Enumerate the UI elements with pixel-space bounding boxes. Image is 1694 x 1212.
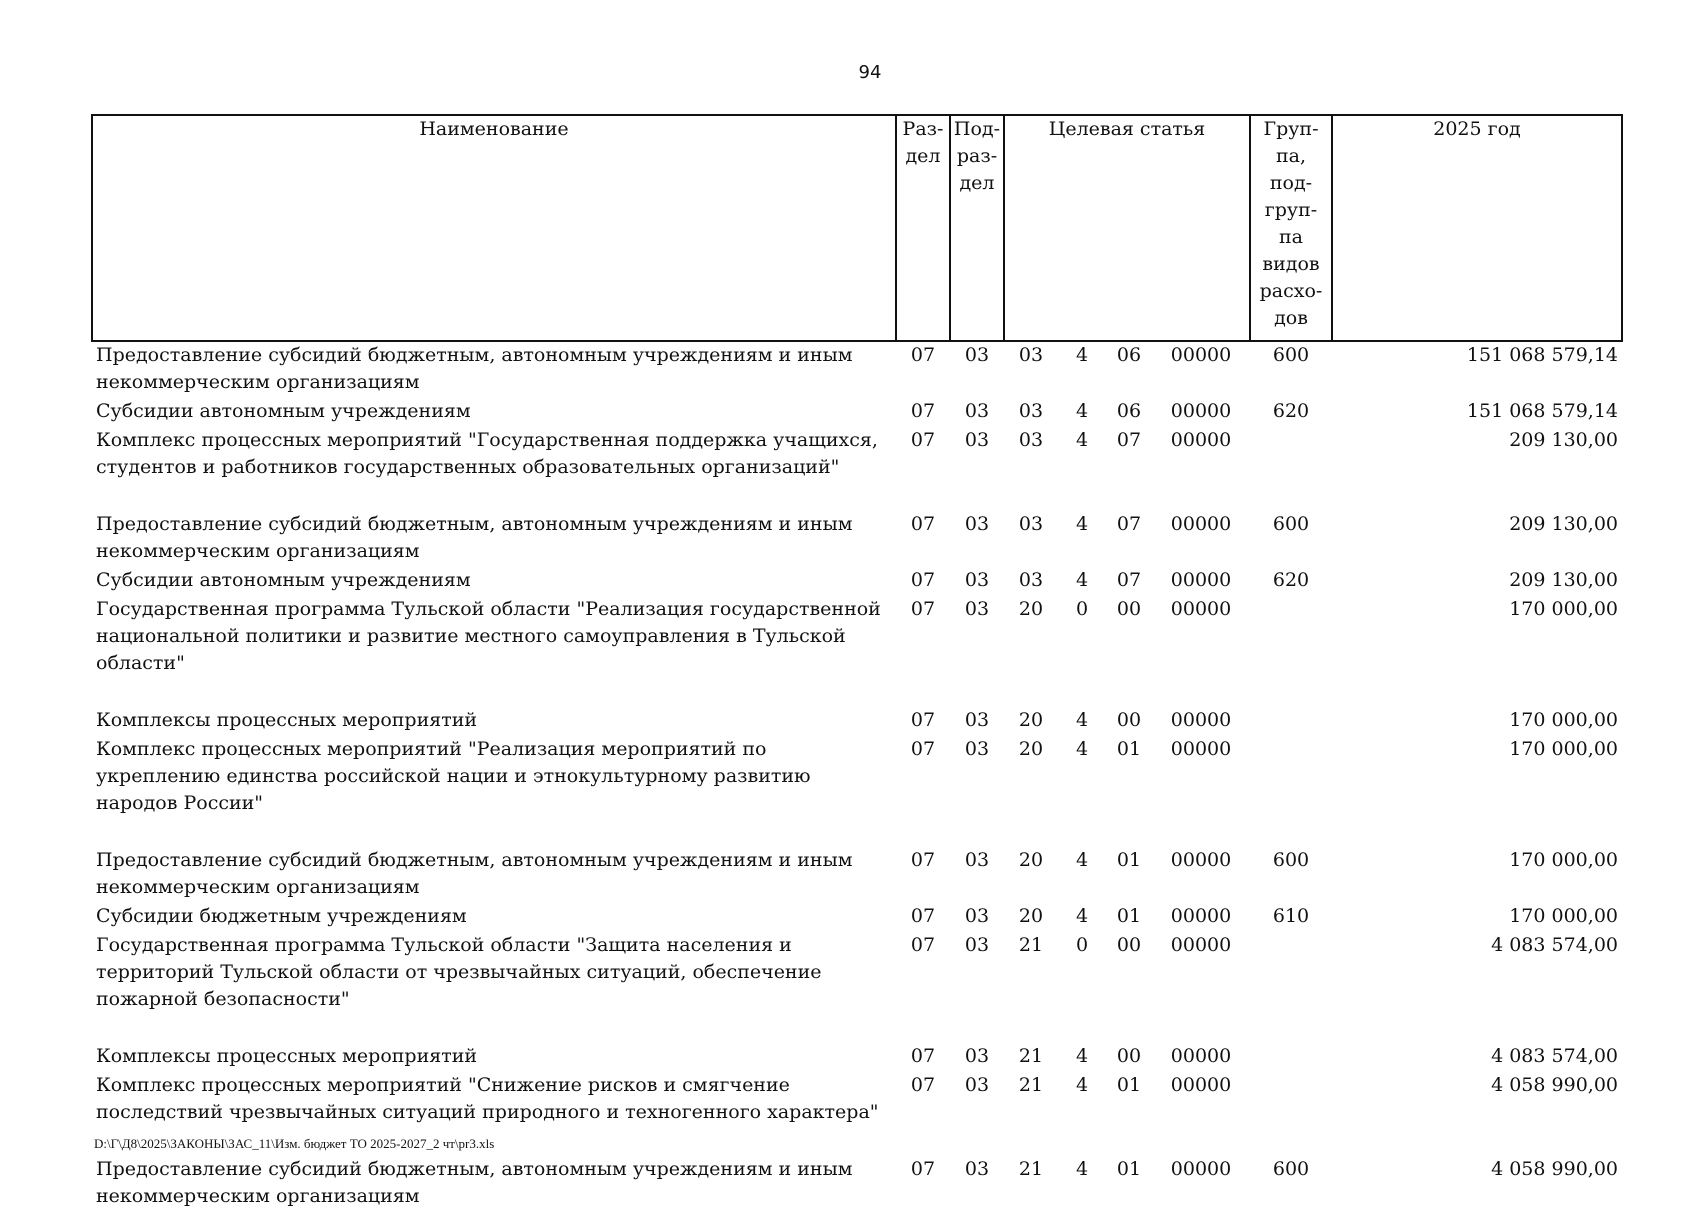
row-expense-group-code: [1250, 427, 1332, 511]
row-amount: 209 130,00: [1509, 429, 1618, 451]
row-section-code: 07: [910, 849, 936, 871]
row-expense-group-code: [1250, 932, 1332, 1043]
row-amount: 170 000,00: [1509, 905, 1618, 927]
row-target-code-program: 21: [1018, 1045, 1044, 1067]
budget-table: [91, 114, 1623, 1212]
row-subsection-code: 03: [964, 934, 990, 956]
row-section-code: 07: [910, 934, 936, 956]
row-target-code-type: 4: [1075, 429, 1089, 451]
row-subsection-code: 03: [964, 569, 990, 591]
row-amount: 4 058 990,00: [1491, 1074, 1618, 1096]
row-target-code-direction: 00000: [1170, 1074, 1232, 1096]
row-name: Комплекс процессных мероприятий "Реализация мероприятий по укреплению единства российской нации и этнокультурному развитию народов России": [96, 738, 811, 814]
row-name: Субсидии автономным учреждениям: [96, 400, 471, 422]
row-target-code-item: 00: [1116, 1045, 1142, 1067]
row-target-code-type: 4: [1075, 849, 1089, 871]
row-expense-group-code: 620: [1272, 569, 1310, 591]
table-row: [92, 903, 1622, 932]
row-subsection-code: 03: [964, 1158, 990, 1180]
row-target-code-program: 20: [1018, 738, 1044, 760]
header-expense-group: Груп- па, под- груп- па видов расхо- дов: [1250, 115, 1332, 341]
row-expense-group-code: [1250, 707, 1332, 736]
row-name: Предоставление субсидий бюджетным, автономным учреждениям и иным некоммерческим организациям: [96, 344, 853, 393]
row-target-code-item: 01: [1116, 1074, 1142, 1096]
table-row: [92, 427, 1622, 511]
row-target-code-direction: 00000: [1170, 429, 1232, 451]
row-target-code-program: 20: [1018, 598, 1044, 620]
row-amount: 4 058 990,00: [1491, 1158, 1618, 1180]
row-expense-group-code: 620: [1272, 400, 1310, 422]
row-section-code: 07: [910, 1045, 936, 1067]
row-section-code: 07: [910, 1074, 936, 1096]
row-target-code-type: 4: [1075, 344, 1089, 366]
row-name: Предоставление субсидий бюджетным, автономным учреждениям и иным некоммерческим организациям: [96, 849, 853, 898]
row-target-code-type: 0: [1075, 598, 1089, 620]
row-target-code-item: 07: [1116, 569, 1142, 591]
row-target-code-item: 07: [1116, 513, 1142, 535]
row-subsection-code: 03: [964, 738, 990, 760]
row-target-code-program: 03: [1018, 569, 1044, 591]
row-section-code: 07: [910, 344, 936, 366]
row-target-code-program: 03: [1018, 400, 1044, 422]
header-target-article: Целевая статья: [1004, 115, 1250, 341]
row-target-code-direction: 00000: [1170, 344, 1232, 366]
table-row: [92, 1043, 1622, 1072]
row-subsection-code: 03: [964, 905, 990, 927]
row-section-code: 07: [910, 513, 936, 535]
row-amount: 170 000,00: [1509, 849, 1618, 871]
row-target-code-direction: 00000: [1170, 400, 1232, 422]
table-body: [92, 341, 1622, 1212]
row-name: Комплекс процессных мероприятий "Снижение рисков и смягчение последствий чрезвычайных ситуаций природного и техногенного характера": [96, 1074, 879, 1123]
row-subsection-code: 03: [964, 344, 990, 366]
row-target-code-type: 4: [1075, 1045, 1089, 1067]
row-target-code-type: 0: [1075, 934, 1089, 956]
header-subsection: Под- раз- дел: [950, 115, 1004, 341]
row-target-code-program: 03: [1018, 513, 1044, 535]
row-subsection-code: 03: [964, 429, 990, 451]
header-section: Раз- дел: [896, 115, 950, 341]
row-name: Субсидии автономным учреждениям: [96, 569, 471, 591]
file-path-footer: D:\Г\Д8\2025\ЗАКОНЫ\ЗАС_11\Изм. бюджет ТО 2025-2027_2 чт\pr3.xls: [94, 1136, 495, 1151]
row-expense-group-code: [1250, 736, 1332, 847]
row-amount: 209 130,00: [1509, 569, 1618, 591]
row-target-code-direction: 00000: [1170, 905, 1232, 927]
row-expense-group-code: [1250, 1072, 1332, 1156]
row-target-code-item: 01: [1116, 1158, 1142, 1180]
row-target-code-program: 03: [1018, 429, 1044, 451]
page-number: 94: [858, 62, 882, 83]
table-row: [92, 1156, 1622, 1212]
row-target-code-item: 07: [1116, 429, 1142, 451]
row-subsection-code: 03: [964, 513, 990, 535]
row-target-code-item: 00: [1116, 598, 1142, 620]
row-expense-group-code: 600: [1272, 1158, 1310, 1180]
row-expense-group-code: 600: [1272, 849, 1310, 871]
row-subsection-code: 03: [964, 709, 990, 731]
row-target-code-type: 4: [1075, 513, 1089, 535]
row-amount: 151 068 579,14: [1466, 344, 1618, 366]
row-amount: 209 130,00: [1509, 513, 1618, 535]
row-target-code-program: 21: [1018, 1158, 1044, 1180]
row-name: Предоставление субсидий бюджетным, автономным учреждениям и иным некоммерческим организациям: [96, 513, 853, 562]
row-target-code-item: 00: [1116, 934, 1142, 956]
row-section-code: 07: [910, 1158, 936, 1180]
table-row: [92, 847, 1622, 903]
table-row: [92, 932, 1622, 1043]
table-row: [92, 736, 1622, 847]
row-expense-group-code: [1250, 1043, 1332, 1072]
row-section-code: 07: [910, 569, 936, 591]
row-target-code-direction: 00000: [1170, 569, 1232, 591]
row-target-code-item: 01: [1116, 849, 1142, 871]
row-target-code-type: 4: [1075, 569, 1089, 591]
row-name: Государственная программа Тульской области "Реализация государственной национальной политики и развитие местного самоуправления в Тульской области": [96, 598, 881, 674]
row-name: Государственная программа Тульской области "Защита населения и территорий Тульской области от чрезвычайных ситуаций, обеспечение пожарной безопасности": [96, 934, 822, 1010]
row-target-code-type: 4: [1075, 709, 1089, 731]
table-row: [92, 511, 1622, 567]
row-target-code-direction: 00000: [1170, 513, 1232, 535]
row-target-code-direction: 00000: [1170, 1045, 1232, 1067]
row-subsection-code: 03: [964, 598, 990, 620]
row-expense-group-code: 600: [1272, 513, 1310, 535]
row-target-code-item: 01: [1116, 738, 1142, 760]
row-amount: 4 083 574,00: [1491, 934, 1618, 956]
row-name: Комплексы процессных мероприятий: [96, 1045, 478, 1067]
row-target-code-item: 00: [1116, 709, 1142, 731]
row-subsection-code: 03: [964, 849, 990, 871]
row-amount: 170 000,00: [1509, 598, 1618, 620]
row-section-code: 07: [910, 400, 936, 422]
row-target-code-direction: 00000: [1170, 934, 1232, 956]
row-target-code-item: 01: [1116, 905, 1142, 927]
row-name: Предоставление субсидий бюджетным, автономным учреждениям и иным некоммерческим организациям: [96, 1158, 853, 1207]
row-subsection-code: 03: [964, 1074, 990, 1096]
row-target-code-item: 06: [1116, 400, 1142, 422]
row-subsection-code: 03: [964, 1045, 990, 1067]
row-target-code-program: 21: [1018, 934, 1044, 956]
row-target-code-program: 03: [1018, 344, 1044, 366]
row-target-code-program: 20: [1018, 849, 1044, 871]
table-row: [92, 707, 1622, 736]
row-section-code: 07: [910, 738, 936, 760]
table-row: [92, 596, 1622, 707]
row-target-code-program: 20: [1018, 709, 1044, 731]
header-year: 2025 год: [1332, 115, 1622, 341]
header-name: Наименование: [92, 115, 896, 341]
row-section-code: 07: [910, 905, 936, 927]
row-section-code: 07: [910, 429, 936, 451]
row-subsection-code: 03: [964, 400, 990, 422]
row-target-code-type: 4: [1075, 400, 1089, 422]
row-target-code-type: 4: [1075, 1074, 1089, 1096]
row-target-code-direction: 00000: [1170, 849, 1232, 871]
row-section-code: 07: [910, 598, 936, 620]
row-name: Комплекс процессных мероприятий "Государственная поддержка учащихся, студентов и работников государственных образовательных организаций": [96, 429, 878, 478]
row-amount: 4 083 574,00: [1491, 1045, 1618, 1067]
row-target-code-type: 4: [1075, 1158, 1089, 1180]
header-row: [92, 115, 1622, 341]
row-amount: 170 000,00: [1509, 738, 1618, 760]
row-amount: 170 000,00: [1509, 709, 1618, 731]
row-target-code-item: 06: [1116, 344, 1142, 366]
row-expense-group-code: [1250, 596, 1332, 707]
row-amount: 151 068 579,14: [1466, 400, 1618, 422]
row-target-code-direction: 00000: [1170, 598, 1232, 620]
row-section-code: 07: [910, 709, 936, 731]
row-expense-group-code: 600: [1272, 344, 1310, 366]
row-target-code-direction: 00000: [1170, 709, 1232, 731]
table-row: [92, 567, 1622, 596]
row-target-code-program: 21: [1018, 1074, 1044, 1096]
row-name: Субсидии бюджетным учреждениям: [96, 905, 467, 927]
row-expense-group-code: 610: [1272, 905, 1310, 927]
table-row: [92, 398, 1622, 427]
row-name: Комплексы процессных мероприятий: [96, 709, 478, 731]
row-target-code-type: 4: [1075, 738, 1089, 760]
table-row: [92, 341, 1622, 398]
row-target-code-direction: 00000: [1170, 738, 1232, 760]
row-target-code-type: 4: [1075, 905, 1089, 927]
row-target-code-program: 20: [1018, 905, 1044, 927]
row-target-code-direction: 00000: [1170, 1158, 1232, 1180]
